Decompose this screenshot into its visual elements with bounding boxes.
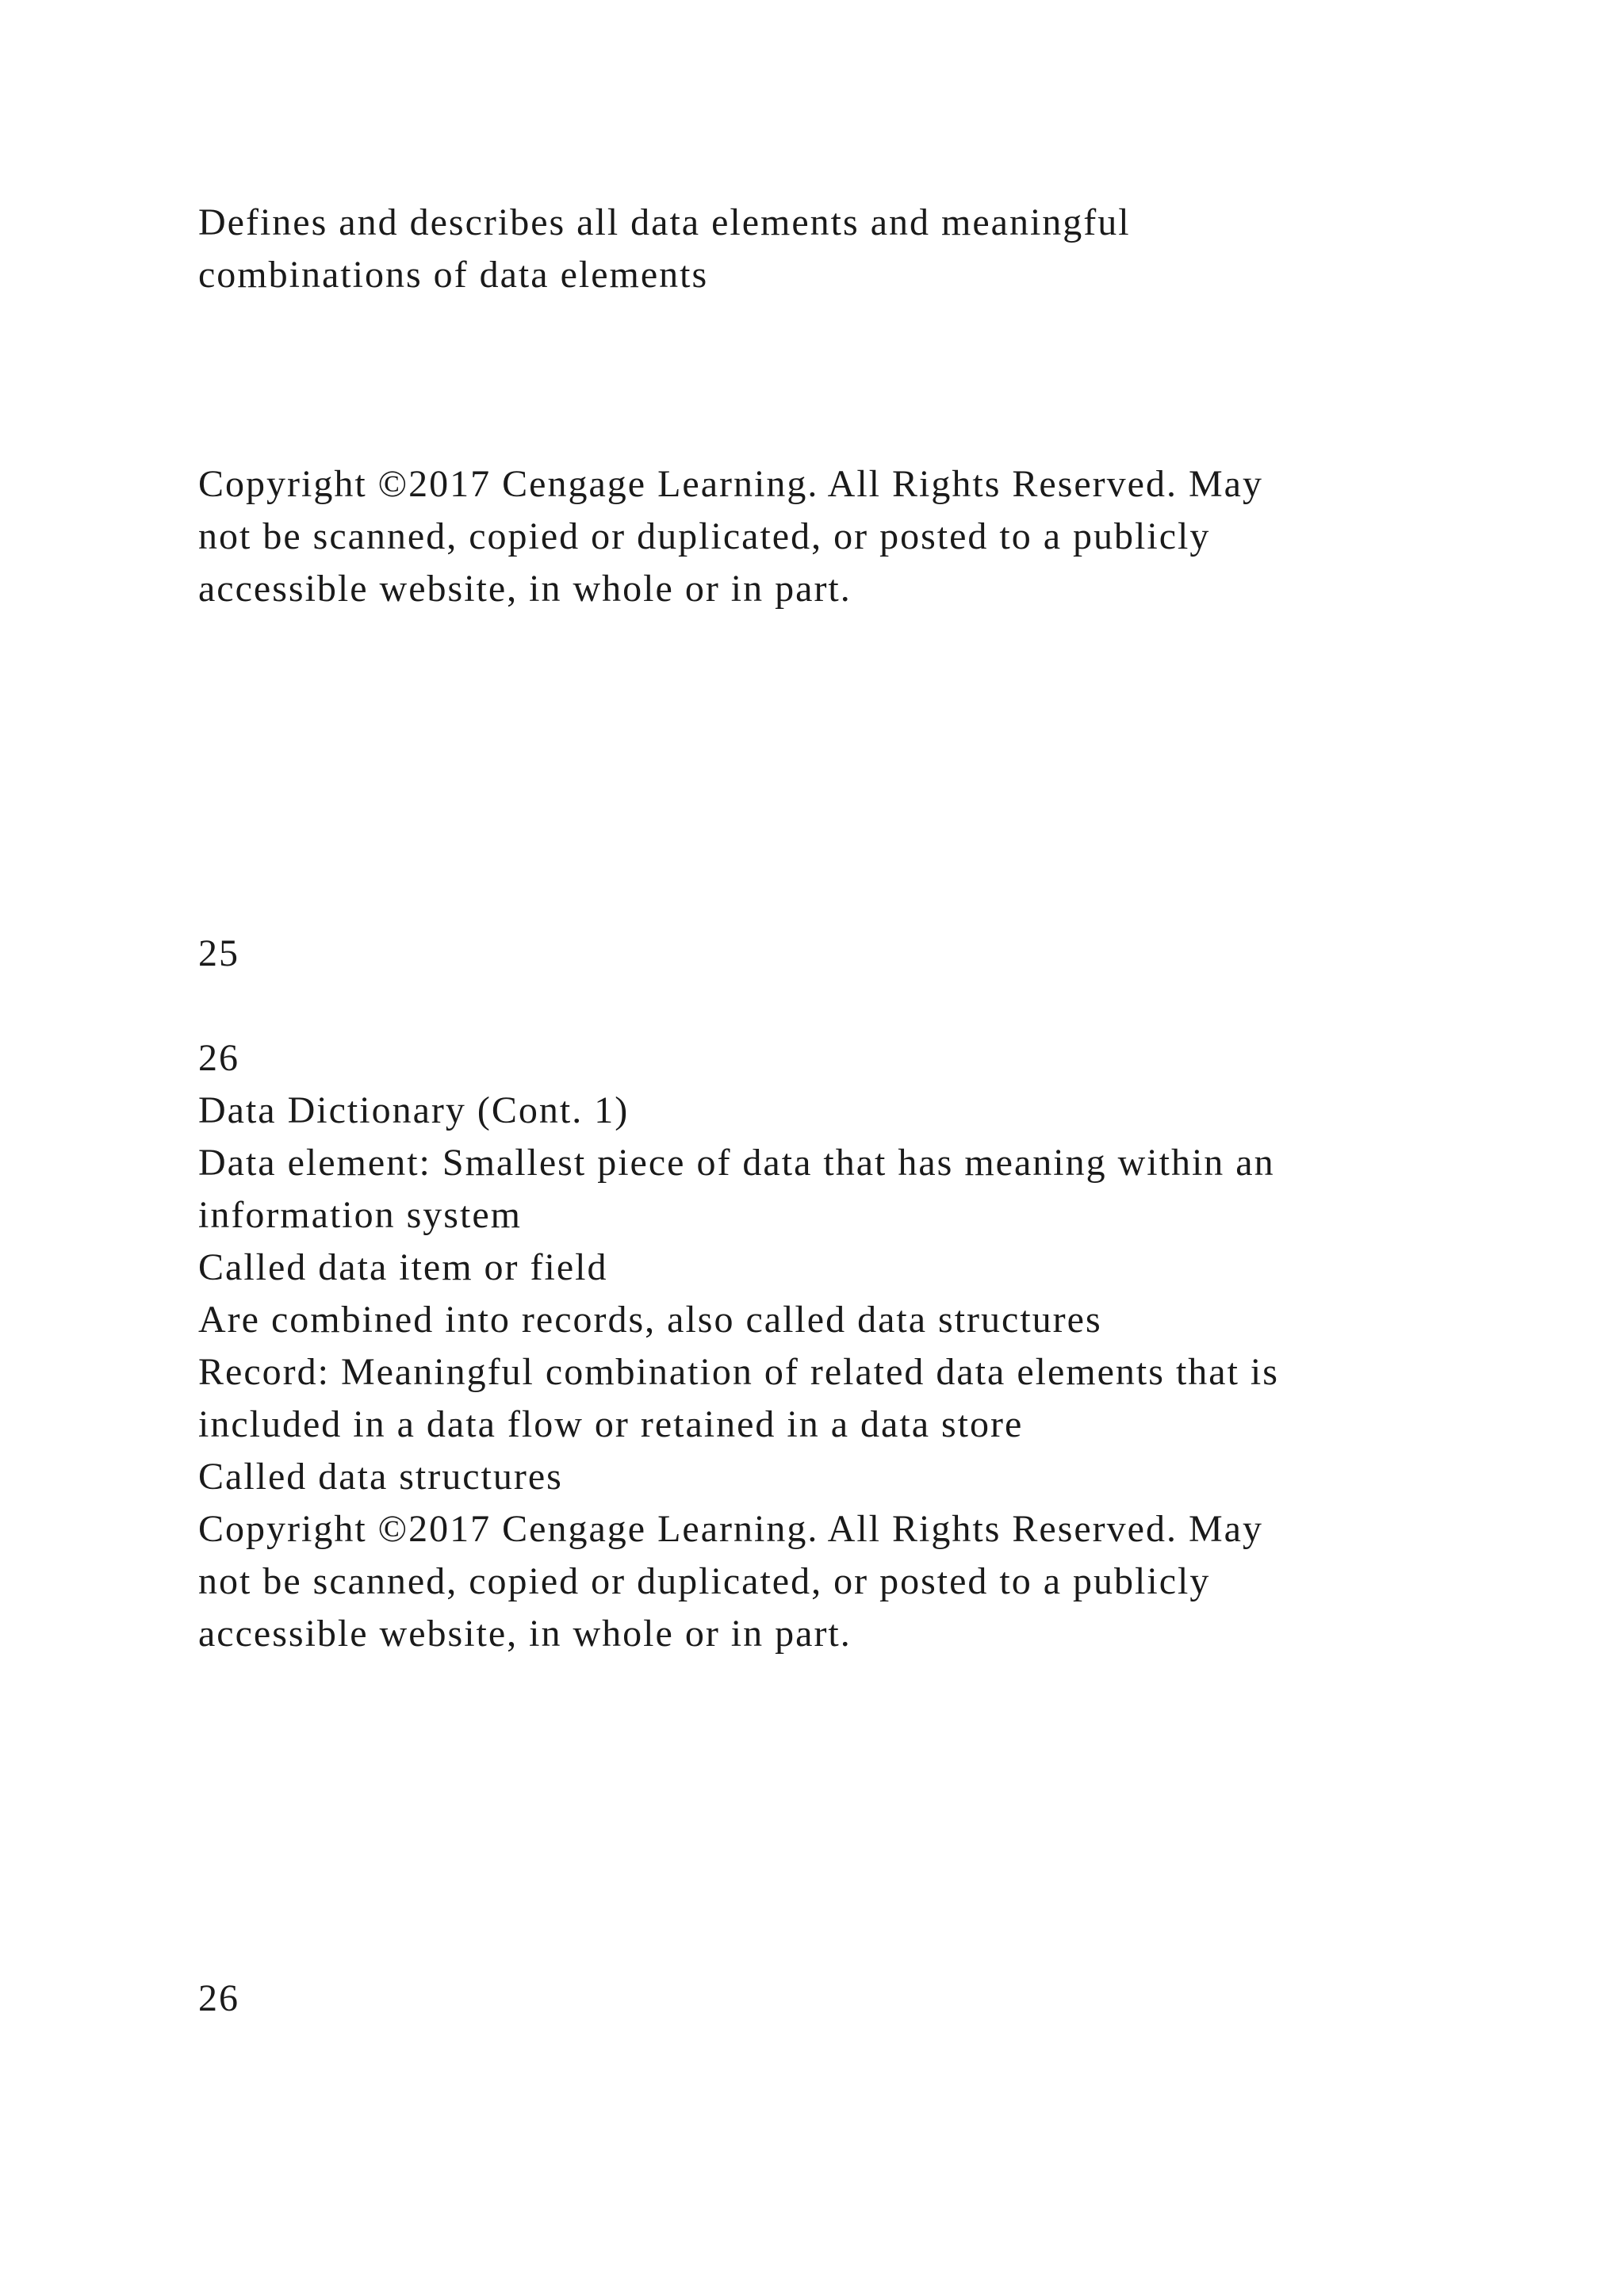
page-number (198, 1973, 1507, 2025)
slide-line: Record: Meaningful combination of related data elements that is (198, 1351, 1279, 1393)
slide-line: included in a data flow or retained in a data store (198, 1403, 1024, 1445)
intro-line: combinations of data elements (198, 254, 709, 296)
slide-line: Called data structures (198, 1456, 563, 1498)
slide-line: Called data item or field (198, 1246, 608, 1288)
page-number (198, 928, 1507, 980)
slide-line: Data element: Smallest piece of data that has meaning within an (198, 1142, 1275, 1184)
copyright-line: not be scanned, copied or duplicated, or posted to a publicly (198, 1560, 1211, 1602)
copyright-line: Copyright ©2017 Cengage Learning. All Rights Reserved. May (198, 463, 1263, 505)
intro-paragraph (198, 197, 1507, 301)
page-number-text: 25 (198, 932, 239, 974)
page-number-text: 26 (198, 1977, 239, 2019)
copyright-line: accessible website, in whole or in part. (198, 568, 852, 610)
copyright-line: Copyright ©2017 Cengage Learning. All Rights Reserved. May (198, 1508, 1263, 1550)
slide-number: 26 (198, 1037, 239, 1079)
copyright-notice (198, 458, 1507, 615)
slide-line: information system (198, 1194, 522, 1236)
slide-line: Are combined into records, also called data structures (198, 1299, 1102, 1341)
slide-title: Data Dictionary (Cont. 1) (198, 1089, 630, 1131)
copyright-line: accessible website, in whole or in part. (198, 1613, 852, 1655)
slide-content (198, 1032, 1507, 1660)
copyright-line: not be scanned, copied or duplicated, or posted to a publicly (198, 515, 1211, 557)
intro-line: Defines and describes all data elements and meaningful (198, 201, 1131, 243)
